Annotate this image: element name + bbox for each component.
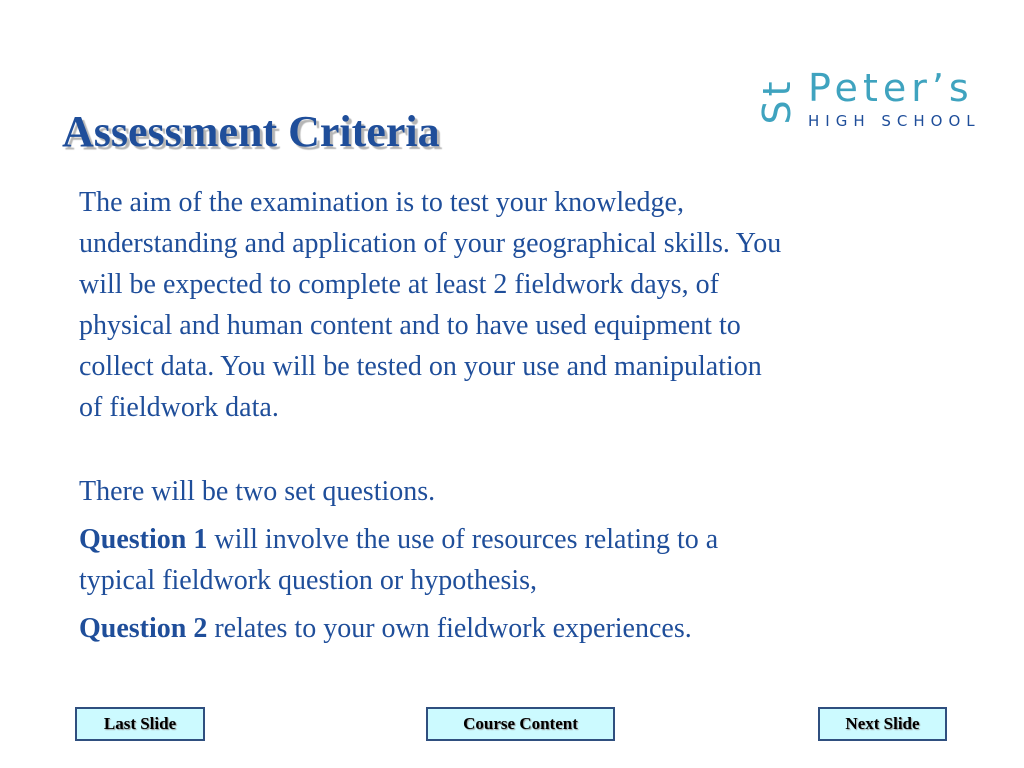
slide-title: Assessment Criteria [62, 107, 440, 156]
logo-st-mark [755, 70, 799, 132]
question-1-paragraph [79, 519, 959, 601]
question-2-text: relates to your own fieldwork experiences. [207, 613, 692, 644]
slide-body [79, 182, 959, 649]
last-slide-button[interactable]: Last Slide [75, 707, 205, 741]
question-2-label: Question 2 [79, 613, 208, 644]
intro-paragraph: The aim of the examination is to test your knowledge, understanding and application of your geographical skills. You will be expected to complete at least 2 fieldwork days, of physical and human content and to have used equipment to collect data. You will be tested on your use and manipulation of fieldwork data. [79, 187, 782, 423]
school-logo [755, 64, 1008, 132]
next-slide-button[interactable]: Next Slide [818, 707, 947, 741]
question-1-label: Question 1 [79, 524, 208, 555]
logo-subtitle: HIGH SCHOOL [808, 112, 981, 130]
course-content-button[interactable]: Course Content [426, 707, 615, 741]
logo-name: Peter’s [808, 66, 974, 110]
question-2-paragraph [79, 608, 959, 649]
logo-st-text: St [755, 77, 799, 125]
questions-intro: There will be two set questions. [79, 476, 436, 507]
question-1-text: will involve the use of resources relating to a typical fieldwork question or hypothesis, [79, 524, 719, 596]
